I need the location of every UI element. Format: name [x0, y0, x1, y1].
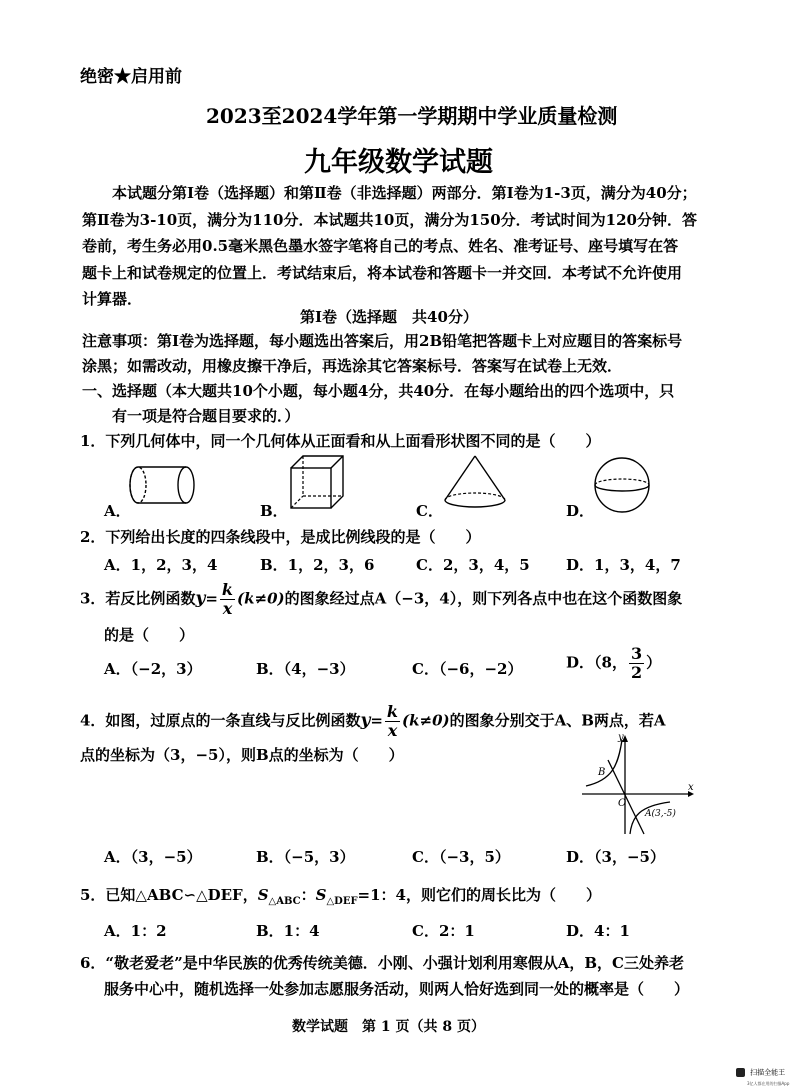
q5-option-d[interactable]: D．4：1 — [566, 922, 630, 940]
q2-option-b[interactable]: B．1，2，3，6 — [260, 556, 375, 574]
q3-option-d-denominator: 2 — [630, 663, 643, 682]
exam-title: 2023至2024学年第一学期期中学业质量检测 — [206, 104, 618, 128]
q1-option-a[interactable]: A． — [104, 502, 131, 520]
confidential-label: 绝密★启用前 — [80, 67, 182, 87]
cone-icon — [442, 454, 508, 510]
q4-numerator-k: k — [386, 702, 399, 721]
intro-line: 题卡上和试卷规定的位置上．考试结束后，将本试卷和答题卡一并交回．本考试不允许使用 — [82, 263, 683, 282]
q2-stem: 2．下列给出长度的四条线段中，是成比例线段的是（ ） — [80, 528, 481, 546]
q3-denominator-x: x — [222, 599, 233, 618]
q1-option-d[interactable]: D． — [566, 502, 595, 520]
q4-option-a[interactable]: A．（3，−5） — [104, 848, 202, 866]
q3-stem-lead: 3．若反比例函数 — [80, 589, 196, 608]
q4-k-over-x — [385, 704, 400, 739]
q4-point-b-label: B — [598, 767, 606, 778]
q3-numerator-k: k — [221, 580, 234, 599]
q4-stem-tail: 的图象分别交于A、B两点，若A — [449, 711, 666, 730]
q5-stem-tail: ，则它们的周长比为（ ） — [406, 886, 602, 904]
q3-option-c[interactable]: C．（−6，−2） — [412, 660, 523, 678]
q4-point-a-label: A(3,-5) — [645, 809, 676, 819]
scanner-logo-icon — [736, 1068, 745, 1077]
q3-k-condition: (k≠0) — [237, 589, 285, 608]
q3-option-d-close: ） — [646, 653, 662, 672]
q5-stem — [80, 884, 601, 907]
q4-y-axis-label: y — [618, 732, 624, 743]
q3-stem-line2: 的是（ ） — [104, 626, 195, 644]
q5-option-a[interactable]: A．1：2 — [104, 922, 167, 940]
intro-paragraph — [82, 180, 722, 313]
part1-title: 第Ⅰ卷（选择题 共40分） — [300, 308, 478, 326]
q4-option-b[interactable]: B．（−5，3） — [256, 848, 355, 866]
q5-option-b[interactable]: B．1：4 — [256, 922, 320, 940]
q4-x-axis-label: x — [688, 782, 694, 793]
q4-stem-lead: 4．如图，过原点的一条直线与反比例函数 — [80, 711, 361, 730]
q2-option-a[interactable]: A．1，2，3，4 — [104, 556, 218, 574]
q4-k-condition: (k≠0) — [402, 711, 450, 730]
watermark-line-2: 3亿人都在用的扫描App — [747, 1081, 790, 1086]
q5-stem-lead: 5．已知△ABC∽△DEF， — [80, 886, 258, 904]
watermark-line-1: 扫描全能王 — [750, 1068, 786, 1077]
q4-option-c[interactable]: C．（−3，5） — [412, 848, 510, 866]
q3-stem-line1 — [80, 582, 682, 617]
q3-option-d[interactable] — [566, 646, 661, 681]
q5-area-sub-1: △ABC — [268, 896, 301, 907]
q3-stem-tail: 的图象经过点A（−3，4），则下列各点中也在这个函数图象 — [284, 589, 683, 608]
q4-stem-line2: 点的坐标为（3，−5），则B点的坐标为（ ） — [80, 746, 404, 764]
paper-title: 九年级数学试题 — [304, 147, 493, 178]
q4-function-y: y — [360, 710, 371, 731]
page-footer: 数学试题 第 1 页（共 8 页） — [292, 1019, 485, 1035]
notice-line-2: 涂黑；如需改动，用橡皮擦干净后，再选涂其它答案标号．答案写在试卷上无效． — [82, 357, 623, 375]
q3-k-over-x — [220, 582, 235, 617]
q5-area-sub-2: △DEF — [326, 896, 358, 907]
notice-line-1: 注意事项：第Ⅰ卷为选择题，每小题选出答案后，用2B铅笔把答题卡上对应题目的答案标号 — [82, 332, 683, 350]
q2-option-d[interactable]: D．1，3，4，7 — [566, 556, 681, 574]
q4-denominator-x: x — [387, 721, 398, 740]
cylinder-icon — [128, 462, 198, 508]
q4-graph-figure — [578, 730, 702, 838]
intro-line: 卷前，考生务必用0.5毫米黑色墨水签字笔将自己的考点、姓名、准考证号、座号填写在答 — [82, 237, 679, 255]
intro-line: 计算器． — [82, 290, 143, 308]
q1-option-c[interactable]: C． — [416, 502, 443, 520]
q5-area-symbol-2: S — [315, 886, 327, 904]
q6-stem-line1: 6．“敬老爱老”是中华民族的优秀传统美德．小刚、小强计划利用寒假从A，B，C三处养老 — [80, 954, 684, 972]
q4-equals: = — [370, 711, 383, 730]
q4-option-d[interactable]: D．（3，−5） — [566, 848, 665, 866]
q5-ratio: =1：4 — [357, 886, 406, 904]
q3-option-d-lead: D．（8， — [566, 653, 627, 672]
q3-option-d-numerator: 3 — [630, 644, 643, 663]
scanner-watermark — [736, 1062, 789, 1087]
q4-origin-label: O — [618, 798, 627, 809]
q5-colon: ： — [300, 886, 316, 904]
q2-option-c[interactable]: C．2，3，4，5 — [416, 556, 530, 574]
q3-function-y: y — [195, 588, 206, 609]
q1-option-b[interactable]: B． — [260, 502, 288, 520]
intro-line: 本试题分第Ⅰ卷（选择题）和第Ⅱ卷（非选择题）两部分．第Ⅰ卷为1-3页，满分为40分； — [112, 184, 697, 202]
sphere-icon — [592, 456, 652, 514]
q5-option-c[interactable]: C．2：1 — [412, 922, 475, 940]
q3-equals: = — [205, 589, 218, 608]
q3-option-a[interactable]: A．（−2，3） — [104, 660, 202, 678]
q1-stem: 1．下列几何体中，同一个几何体从正面看和从上面看形状图不同的是（ ） — [80, 432, 601, 450]
cube-icon — [288, 454, 348, 510]
section-line-1: 一、选择题（本大题共10个小题，每小题4分，共40分．在每小题给出的四个选项中，只 — [82, 382, 675, 400]
q6-stem-line2: 服务中心中，随机选择一处参加志愿服务活动，则两人恰好选到同一处的概率是（ ） — [104, 980, 690, 998]
q3-option-d-fraction — [629, 646, 644, 681]
intro-line: 第Ⅱ卷为3-10页，满分为110分．本试题共10页，满分为150分．考试时间为120分钟．答 — [82, 210, 697, 229]
section-line-2: 有一项是符合题目要求的．） — [112, 407, 300, 425]
q5-area-symbol-1: S — [257, 886, 269, 904]
q3-option-b[interactable]: B．（4，−3） — [256, 660, 355, 678]
